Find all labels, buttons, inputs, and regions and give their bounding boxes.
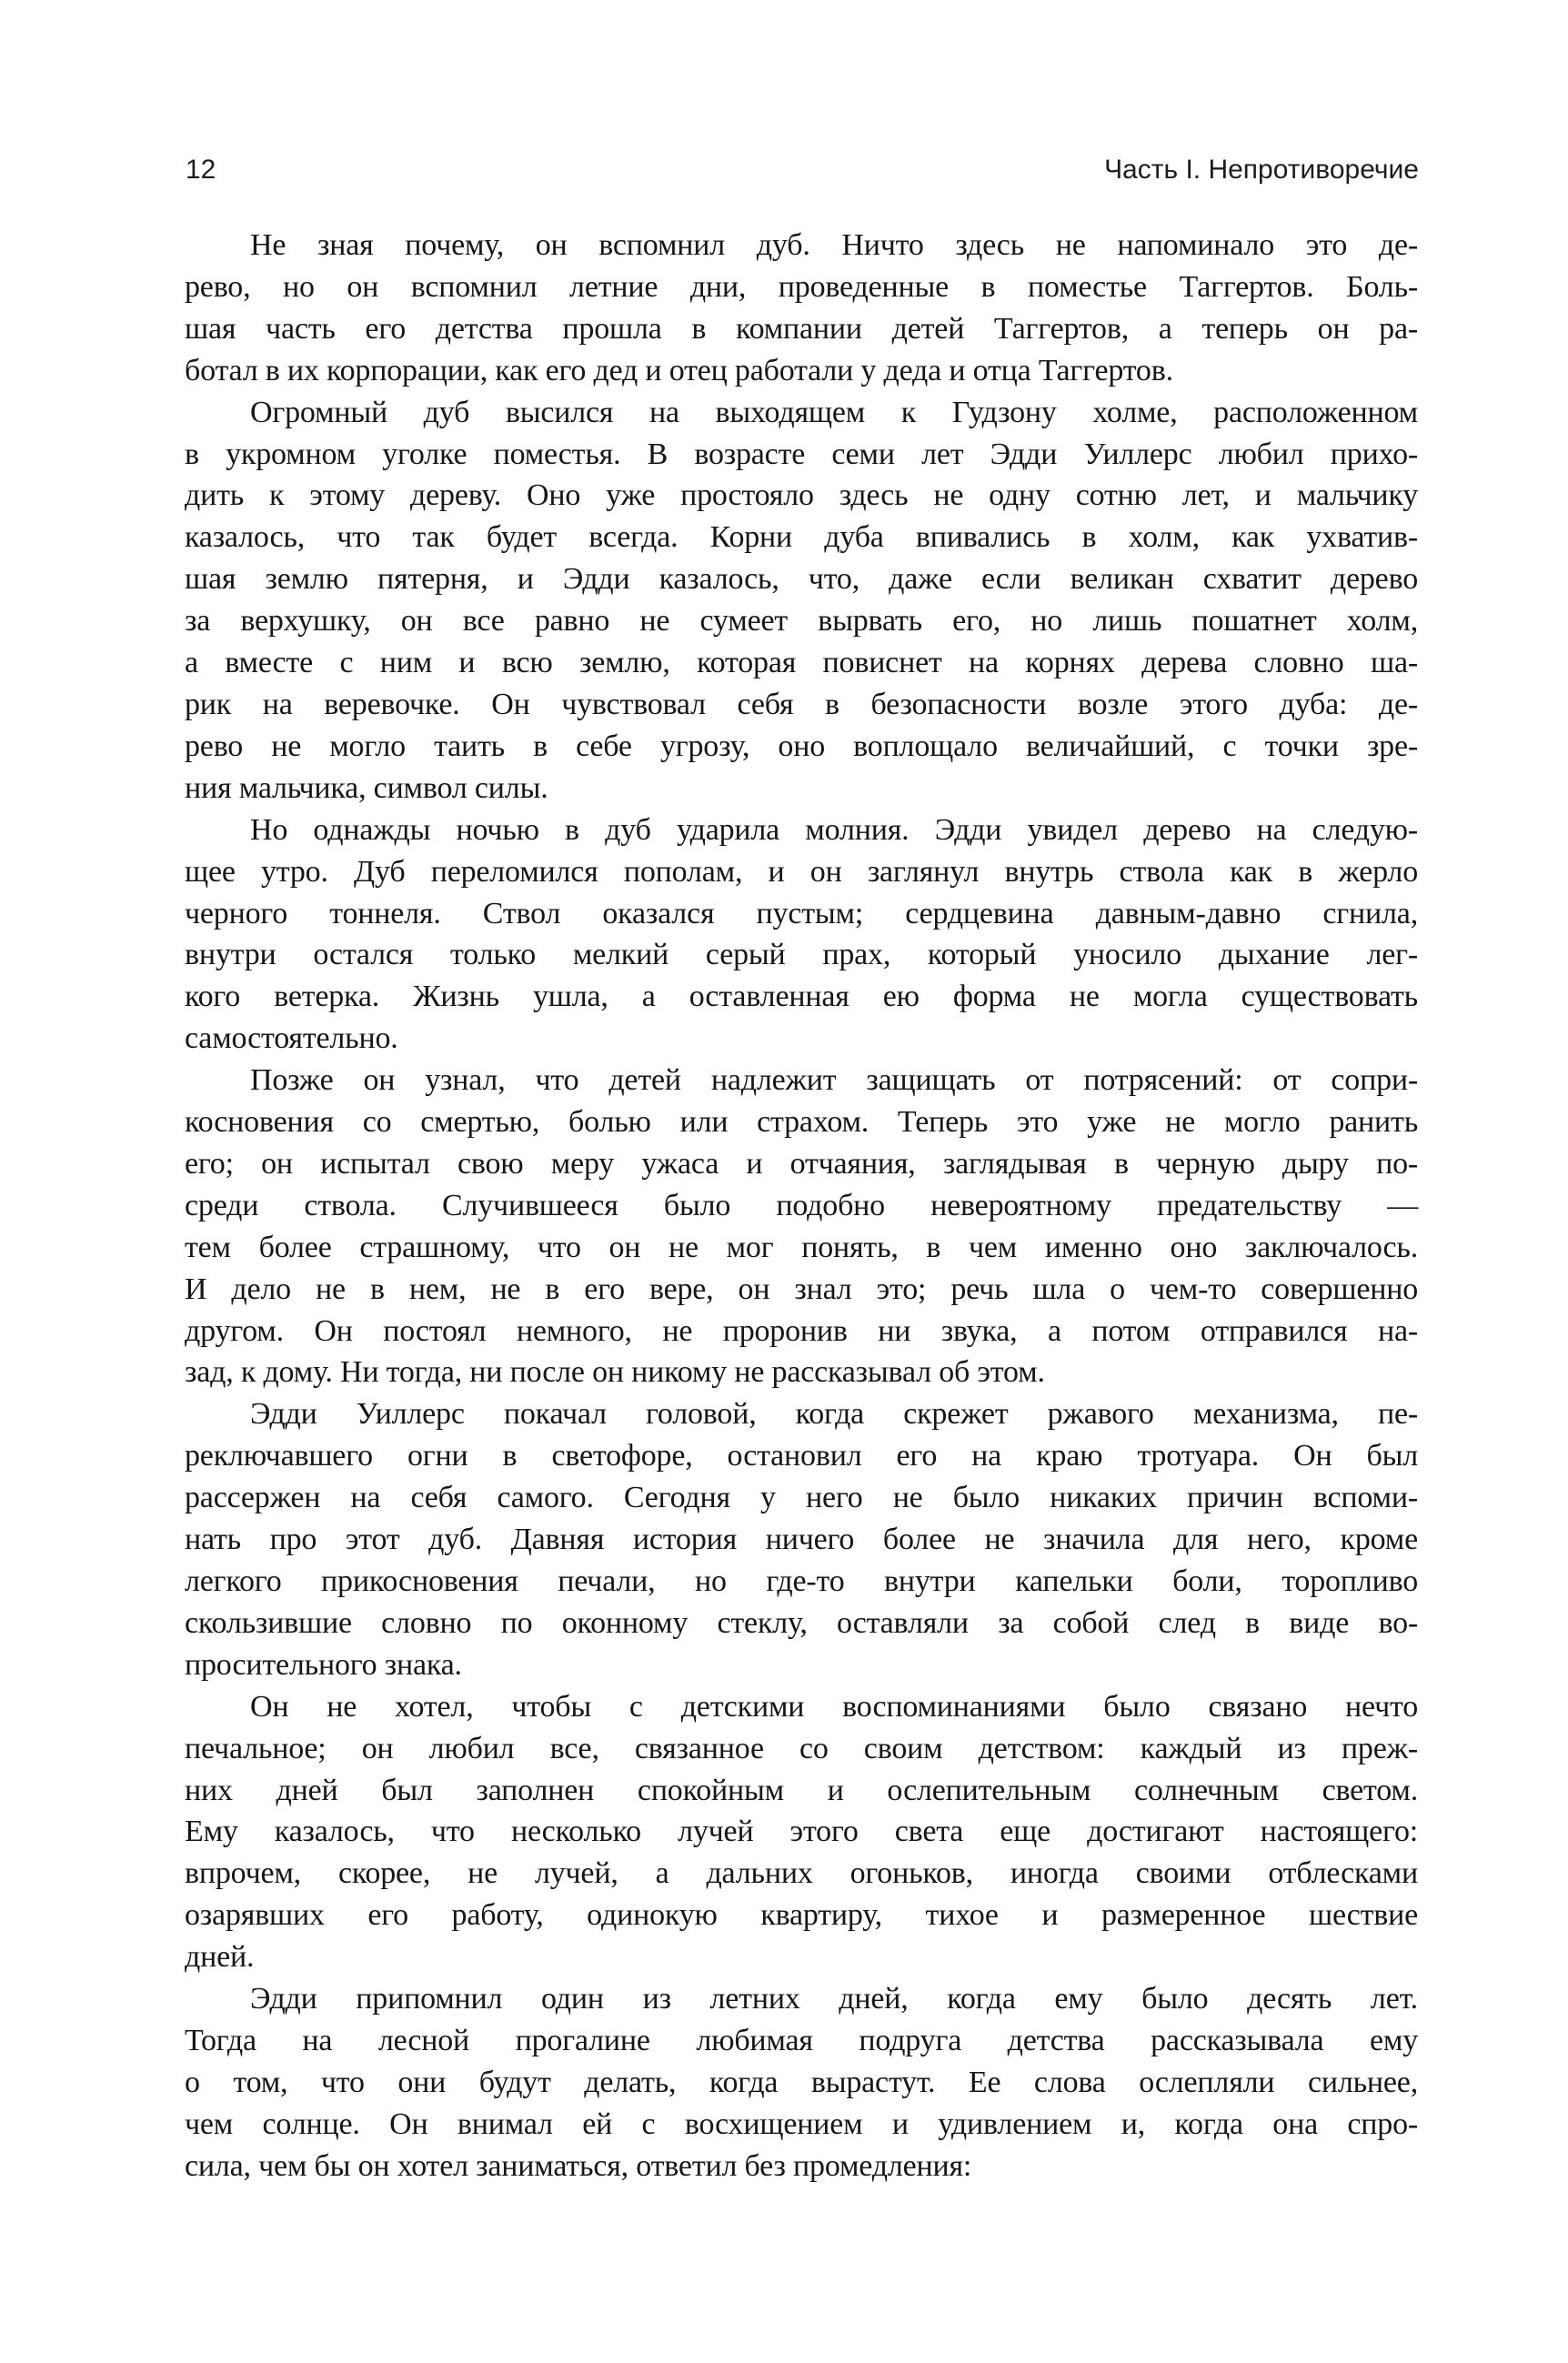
page-number: 12 <box>186 155 216 185</box>
text-line: легкого прикосновения печали, но где-то внутри капельки боли, торопливо <box>185 1564 1418 1598</box>
text-line: Позже он узнал, что детей надлежит защищать от потрясений: от сопри- <box>250 1063 1418 1098</box>
text-line: просительного знака. <box>185 1647 462 1682</box>
text-line: рево не могло таить в себе угрозу, оно воплощало величайший, с точки зре- <box>185 729 1418 763</box>
paragraph <box>185 225 1418 392</box>
paragraph <box>185 1978 1418 2187</box>
text-line: впрочем, скорее, не лучей, а дальних огоньков, иногда своими отблесками <box>185 1856 1418 1891</box>
page-body <box>185 225 1418 2187</box>
text-line: зад, к дому. Ни тогда, ни после он никому не рассказывал об этом. <box>185 1355 1045 1390</box>
text-line: о том, что они будут делать, когда вырастут. Ее слова ослепляли сильнее, <box>185 2065 1418 2099</box>
text-line: шая землю пятерня, и Эдди казалось, что, даже если великан схватит дерево <box>185 562 1418 597</box>
text-line: нать про этот дуб. Давняя история ничего более не значила для него, кроме <box>185 1523 1418 1557</box>
text-line: Но однажды ночью в дуб ударила молния. Эдди увидел дерево на следую- <box>250 812 1418 847</box>
text-line: в укромном уголке поместья. В возрасте семи лет Эдди Уиллерс любил прихо- <box>185 437 1418 471</box>
running-title: Часть I. Непротиворечие <box>1104 155 1419 185</box>
text-line: казалось, что так будет всегда. Корни дуба впивались в холм, как ухватив- <box>185 520 1418 555</box>
text-line: среди ствола. Случившееся было подобно невероятному предательству — <box>185 1188 1418 1222</box>
paragraph <box>185 1060 1418 1393</box>
text-line: черного тоннеля. Ствол оказался пустым; сердцевина давным-давно сгнила, <box>185 896 1418 930</box>
text-line: Огромный дуб высился на выходящем к Гудзону холме, расположенном <box>250 395 1418 429</box>
text-line: них дней был заполнен спокойным и ослепительным солнечным светом. <box>185 1773 1418 1807</box>
text-line: косновения со смертью, болью или страхом. Теперь это уже не могло ранить <box>185 1105 1418 1140</box>
text-line: реключавшего огни в светофоре, остановил его на краю тротуара. Он был <box>185 1439 1418 1473</box>
text-line: шая часть его детства прошла в компании детей Таггертов, а теперь он ра- <box>185 311 1418 346</box>
text-line: Он не хотел, чтобы с детскими воспоминаниями было связано нечто <box>250 1689 1418 1724</box>
page-header <box>186 155 1419 186</box>
text-line: другом. Он постоял немного, не проронив ни звука, а потом отправился на- <box>185 1313 1418 1348</box>
text-line: чем солнце. Он внимал ей с восхищением и удивлением и, когда она спро- <box>185 2107 1418 2141</box>
text-line: дить к этому дереву. Оно уже простояло здесь не одну сотню лет, и мальчику <box>185 478 1418 513</box>
text-line: Не зная почему, он вспомнил дуб. Ничто здесь не напоминало это де- <box>250 228 1418 262</box>
text-line: рик на веревочке. Он чувствовал себя в безопасности возле этого дуба: де- <box>185 687 1418 721</box>
text-line: сила, чем бы он хотел заниматься, ответил без промедления: <box>185 2148 972 2183</box>
text-line: рево, но он вспомнил летние дни, проведенные в поместье Таггертов. Боль- <box>185 269 1418 304</box>
text-line: самостоятельно. <box>185 1021 398 1056</box>
text-line: его; он испытал свою меру ужаса и отчаяния, заглядывая в черную дыру по- <box>185 1146 1418 1181</box>
text-line: за верхушку, он все равно не сумеет вырвать его, но лишь пошатнет холм, <box>185 604 1418 639</box>
text-line: Тогда на лесной прогалине любимая подруга детства рассказывала ему <box>185 2023 1418 2057</box>
text-line: печальное; он любил все, связанное со своим детством: каждый из преж- <box>185 1731 1418 1765</box>
text-line: а вместе с ним и всю землю, которая повиснет на корнях дерева словно ша- <box>185 646 1418 680</box>
paragraph <box>185 1686 1418 1978</box>
text-line: дней. <box>185 1940 255 1975</box>
paragraph <box>185 809 1418 1060</box>
text-line: ния мальчика, символ силы. <box>185 770 548 805</box>
text-line: внутри остался только мелкий серый прах, который уносило дыхание лег- <box>185 938 1418 972</box>
text-line: кого ветерка. Жизнь ушла, а оставленная ею форма не могла существовать <box>185 980 1418 1014</box>
paragraph <box>185 1393 1418 1685</box>
text-line: тем более страшному, что он не мог понять, в чем именно оно заключалось. <box>185 1230 1418 1264</box>
text-line: Эдди припомнил один из летних дней, когда ему было десять лет. <box>250 1982 1418 2016</box>
paragraph <box>185 392 1418 809</box>
text-line: И дело не в нем, не в его вере, он знал это; речь шла о чем-то совершенно <box>185 1272 1418 1306</box>
text-line: Ему казалось, что несколько лучей этого света еще достигают настоящего: <box>185 1815 1418 1849</box>
text-line: озарявших его работу, одинокую квартиру, тихое и размеренное шествие <box>185 1898 1418 1933</box>
text-line: рассержен на себя самого. Сегодня у него не было никаких причин вспоми- <box>185 1481 1418 1515</box>
text-line: щее утро. Дуб переломился пополам, и он заглянул внутрь ствола как в жерло <box>185 854 1418 889</box>
text-line: Эдди Уиллерс покачал головой, когда скрежет ржавого механизма, пе- <box>250 1397 1418 1432</box>
text-line: ботал в их корпорации, как его дед и отец работали у деда и отца Таггертов. <box>185 353 1173 387</box>
text-line: скользившие словно по оконному стеклу, оставляли за собой след в виде во- <box>185 1605 1418 1640</box>
